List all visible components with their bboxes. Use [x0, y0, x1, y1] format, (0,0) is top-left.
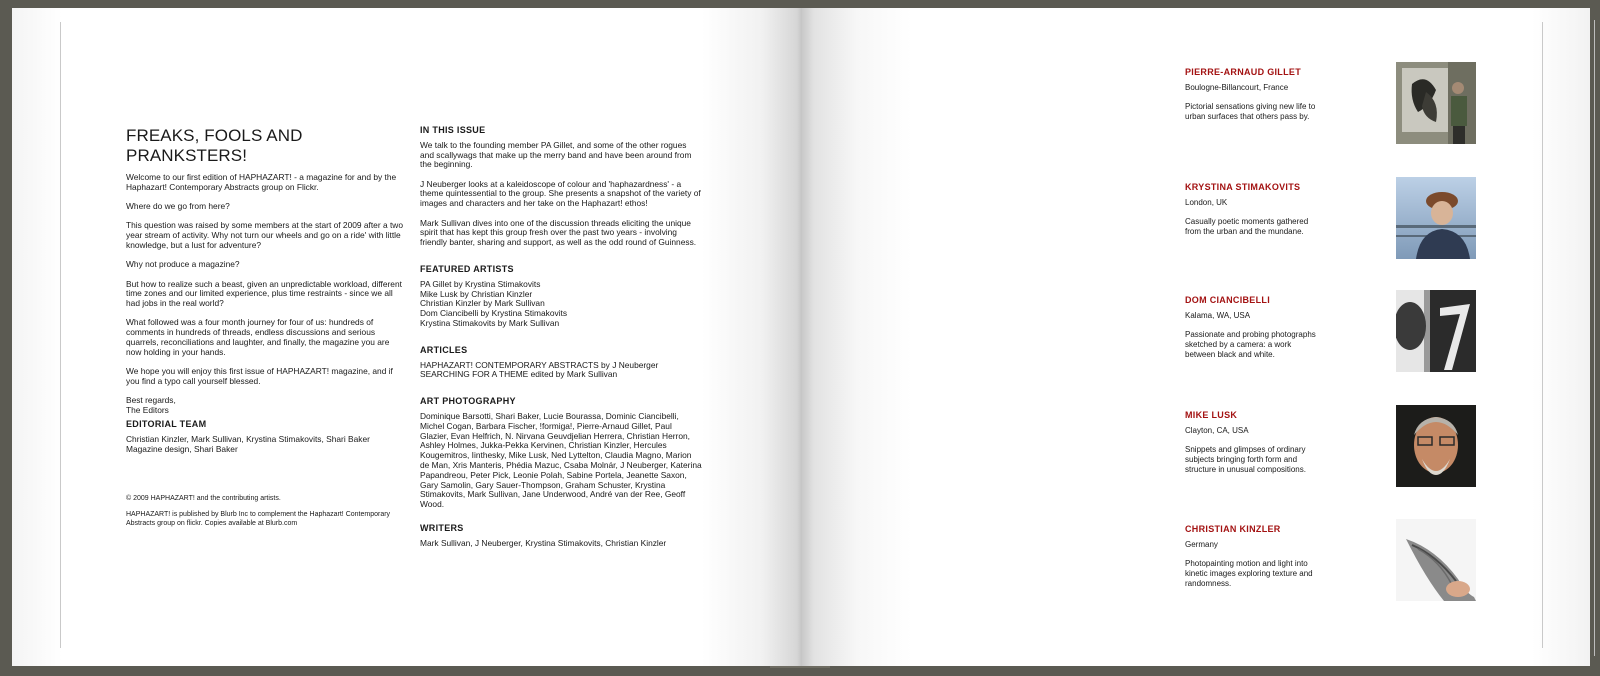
artist-location: Clayton, CA, USA — [1185, 426, 1249, 435]
artist-photo — [1396, 177, 1476, 259]
signoff-line: Best regards, — [126, 395, 176, 406]
artist-description: Snippets and glimpses of ordinary subjects bringing forth form and structure in unusual compositions. — [1185, 445, 1306, 474]
intro-paragraph: Why not produce a magazine? — [126, 259, 240, 270]
section-heading: FEATURED ARTISTS — [420, 263, 514, 274]
artist-name: DOM CIANCIBELLI — [1185, 295, 1270, 305]
editorial-column — [126, 126, 406, 425]
featured-item: Mike Lusk by Christian Kinzler — [420, 288, 533, 299]
article-item: HAPHAZART! CONTEMPORARY ABSTRACTS by J Neuberger — [420, 359, 659, 370]
featured-item: Christian Kinzler by Mark Sullivan — [420, 298, 545, 309]
intro-paragraph: What followed was a four month journey for four of us: hundreds of comments in hundreds of threads, endless discussions and serious quarrels, reconciliations and laughter, and finally, the magazine you are now holding in your hands. — [126, 317, 390, 357]
writers-list: Mark Sullivan, J Neuberger, Krystina Stimakovits, Christian Kinzler — [420, 537, 667, 548]
page-title: FREAKS, FOOLS AND PRANKSTERS! — [126, 126, 303, 165]
artist-name: PIERRE-ARNAUD GILLET — [1185, 67, 1301, 77]
signoff — [126, 396, 406, 416]
artist-entry — [1185, 524, 1525, 608]
section-heading: ARTICLES — [420, 344, 468, 355]
copyright-text: © 2009 HAPHAZART! and the contributing artists. — [126, 495, 281, 502]
right-page — [802, 8, 1590, 666]
artist-name: MIKE LUSK — [1185, 410, 1238, 420]
intro-paragraph: We hope you will enjoy this first issue of HAPHAZART! magazine, and if you find a typo call yourself blessed. — [126, 366, 393, 386]
intro-paragraph: This question was raised by some members at the start of 2009 after a two year stream of activity. Why not turn our wheels and go on a ride' with little knowledge, but a lust for adventure? — [126, 220, 403, 250]
publisher-text: HAPHAZART! is published by Blurb Inc to complement the Haphazart! Contemporary Abstracts group on flickr. Copies available at Blurb.com — [126, 511, 391, 527]
section-heading: ART PHOTOGRAPHY — [420, 396, 516, 407]
artist-entry — [1185, 182, 1525, 266]
in-issue-paragraph: Mark Sullivan dives into one of the discussion threads eliciting the unique spirit that has kept this group fresh over the past two years - involving friendly banter, sharing and support, as well as the odd round of Guinness. — [420, 217, 697, 248]
artist-description: Casually poetic moments gathered from the urban and the mundane. — [1185, 217, 1309, 236]
artist-entry — [1185, 295, 1525, 379]
artist-location: Boulogne-Billancourt, France — [1185, 83, 1289, 92]
artist-name: CHRISTIAN KINZLER — [1185, 524, 1281, 534]
artist-photo — [1396, 290, 1476, 372]
intro-paragraph: But how to realize such a beast, given an unpredictable workload, different time zones and our limited experience, plus time restraints - since we all had jobs in the real world? — [126, 278, 402, 309]
artist-name: KRYSTINA STIMAKOVITS — [1185, 182, 1301, 192]
page-edge-line — [1542, 22, 1543, 648]
editorial-team-section — [126, 420, 406, 454]
intro-paragraph: Welcome to our first edition of HAPHAZART! - a magazine for and by the Haphazart! Contemporary Abstracts group on Flickr. — [126, 172, 397, 192]
section-heading: IN THIS ISSUE — [420, 125, 486, 135]
artist-description: Photopainting motion and light into kinetic images exploring texture and randomness. — [1185, 559, 1313, 588]
artist-description: Pictorial sensations giving new life to urban surfaces that others pass by. — [1185, 102, 1316, 121]
signoff-line: The Editors — [126, 405, 169, 416]
editorial-team-line: Christian Kinzler, Mark Sullivan, Krystina Stimakovits, Shari Baker — [126, 433, 370, 444]
intro-paragraph: Where do we go from here? — [126, 201, 230, 212]
featured-item: Dom Ciancibelli by Krystina Stimakovits — [420, 308, 568, 319]
artist-location: Germany — [1185, 540, 1218, 549]
in-issue-paragraph: We talk to the founding member PA Gillet, and some of the other rogues and scallywags that make up the merry band and have been around from the beginning. — [420, 139, 692, 170]
featured-item: Krystina Stimakovits by Mark Sullivan — [420, 317, 560, 328]
artist-entry — [1185, 410, 1525, 494]
artist-photo — [1396, 405, 1476, 487]
artist-location: London, UK — [1185, 198, 1228, 207]
colophon — [126, 495, 401, 536]
page-edge-line — [60, 22, 61, 648]
left-page — [12, 8, 802, 666]
artist-entry — [1185, 67, 1525, 151]
artist-photo — [1396, 519, 1476, 601]
article-item: SEARCHING FOR A THEME edited by Mark Sullivan — [420, 369, 618, 380]
in-issue-paragraph: J Neuberger looks at a kaleidoscope of colour and 'haphazardness' - a theme quintessential to the group. She presents a snapshot of the variety of images and characters and her take on the Haphazart! ethos! — [420, 178, 701, 209]
section-heading: WRITERS — [420, 522, 464, 533]
art-photography-list: Dominique Barsotti, Shari Baker, Lucie Bourassa, Dominic Ciancibelli, Michel Cogan, Barbara Fischer, !formiga!, Pierre-Arnaud Gillet, Paul Glazier, Evan Helfrich, N. Nirvana Geuvdjelian Herrera, Christian Herron, Ashley Holmes, Jukka-Pekka Kervinen, Christian Kinzler, Hercules Kougemitros, Iinthesky, Mike Lusk, Ned Lyttelton, Claudia Magno, Marion de Man, Xris Manteris, Phédia Mazuc, Csaba Molnár, J Neuberger, Katerina Papandreou, Peter Pick, Leonie Polah, Sabine Portela, Jeanette Saxon, Gary Samolin, Gary Sauer-Thompson, Graham Schuster, Krystina Stimakovits, Mark Sullivan, Jane Underwood, André van der Ree, Geoff Wood. — [420, 410, 702, 510]
contents-column — [420, 126, 702, 549]
section-heading: EDITORIAL TEAM — [126, 419, 207, 429]
artist-description: Passionate and probing photographs sketched by a camera: a work between black and white. — [1185, 330, 1316, 359]
artist-location: Kalama, WA, USA — [1185, 311, 1251, 320]
featured-item: PA Gillet by Krystina Stimakovits — [420, 278, 541, 289]
artist-photo — [1396, 62, 1476, 144]
editorial-team-line: Magazine design, Shari Baker — [126, 443, 238, 454]
